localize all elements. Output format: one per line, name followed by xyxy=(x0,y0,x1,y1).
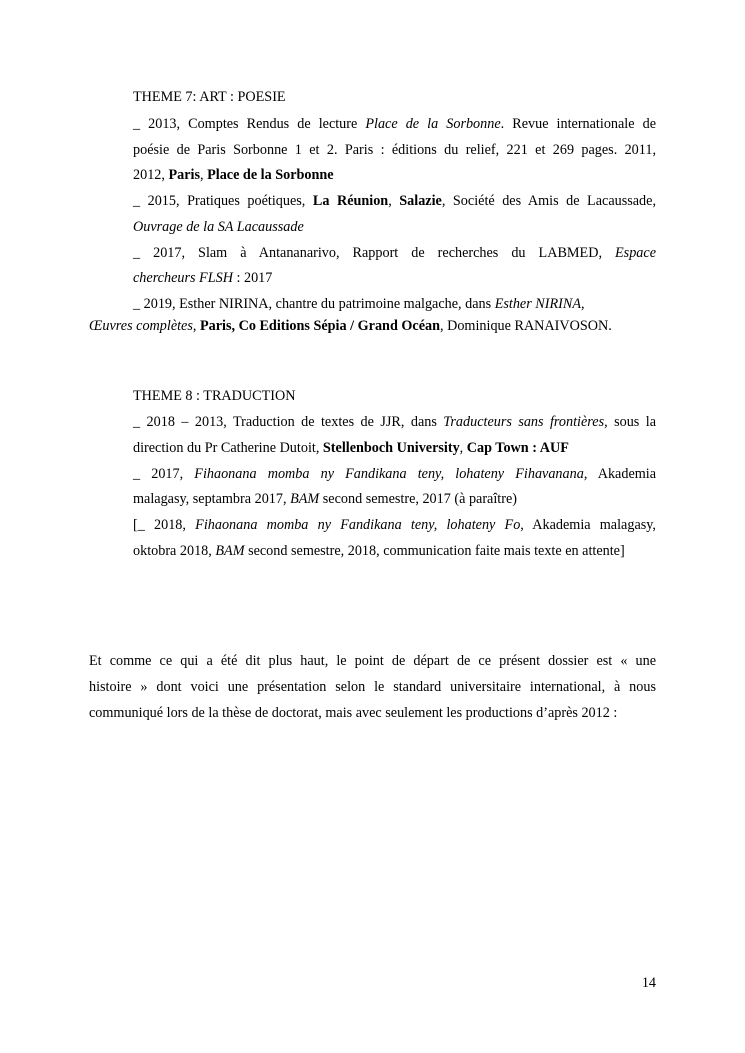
closing-paragraph-line1: Et comme ce qui a été dit plus haut, le point de départ de ce présent dossier est « une xyxy=(89,653,656,669)
text: , xyxy=(192,318,200,334)
text: dans xyxy=(461,296,495,312)
text: _ 2013, Comptes Rendus de lecture xyxy=(133,116,366,132)
text: , sous la xyxy=(604,414,657,430)
text: Paris, Co Editions Sépia / Grand Océan xyxy=(199,318,440,334)
closing-paragraph-line2: histoire » dont voici une présentation selon le standard universitaire international, à nous xyxy=(89,679,656,695)
text: [_ 2018, xyxy=(133,517,196,533)
text: Traducteurs sans frontières xyxy=(443,414,605,430)
text: 2012, xyxy=(133,167,169,183)
theme8-heading: THEME 8 : TRADUCTION xyxy=(133,388,296,404)
text: , xyxy=(580,296,585,312)
text: Fihaonana momba ny Fandikana teny, lohateny Fihavanana xyxy=(194,466,584,482)
text: Salazie xyxy=(399,193,442,209)
text: , Akademia xyxy=(583,466,657,482)
text: _ 2017, xyxy=(133,466,195,482)
text: _ 2017, Slam à Antananarivo, Rapport de recherches du LABMED, xyxy=(133,245,616,261)
text: _ 2018 – 2013, Traduction de textes de JJR, dans xyxy=(133,414,444,430)
theme7-entry-2013-line3 xyxy=(133,166,656,184)
text: Fihaonana momba ny Fandikana teny, lohateny Fo xyxy=(195,517,521,533)
text: Paris xyxy=(168,167,200,183)
text: Esther NIRINA xyxy=(494,296,581,312)
text: . Revue internationale de xyxy=(500,116,656,132)
closing-paragraph-line3: communiqué lors de la thèse de doctorat, mais avec seulement les productions d’après 2012 : xyxy=(89,705,618,721)
text: , Dominique RANAIVOSON. xyxy=(440,318,612,334)
text: , Société des Amis de Lacaussade, xyxy=(441,193,656,209)
theme8-entry-2018-line2 xyxy=(133,542,656,560)
text: oktobra 2018, xyxy=(133,543,216,559)
page-number: 14 xyxy=(641,975,656,991)
theme8-entry-2018-2013-line2 xyxy=(133,439,656,457)
text: Stellenboch University xyxy=(322,440,460,456)
theme8-entry-2018-line1 xyxy=(133,516,656,534)
text: Cap Town : AUF xyxy=(466,440,569,456)
text: Place de la Sorbonne xyxy=(207,167,334,183)
text: second semestre, 2017 (à paraître) xyxy=(319,491,517,507)
text: La Réunion xyxy=(312,193,389,209)
text: second semestre, 2018, communication faite mais texte en attente] xyxy=(244,543,625,559)
text: direction du Pr Catherine Dutoit, xyxy=(133,440,323,456)
theme8-entry-2017-line1 xyxy=(133,465,656,483)
text: _ 2019, Esther NIRINA, chantre du patrimoine malgache xyxy=(133,296,459,312)
text: malagasy, septambra 2017, xyxy=(133,491,291,507)
theme8-entry-2017-line2 xyxy=(133,490,656,508)
text: , Akademia malagasy, xyxy=(520,517,656,533)
text: BAM xyxy=(290,491,320,507)
text: BAM xyxy=(215,543,245,559)
text: chercheurs FLSH xyxy=(133,270,233,286)
text: , xyxy=(459,440,467,456)
text: , xyxy=(458,296,462,312)
text: Espace xyxy=(615,245,656,261)
theme7-entry-2019-line2 xyxy=(89,317,656,335)
theme7-entry-2017-line2 xyxy=(133,269,656,287)
theme7-entry-2013-line1 xyxy=(133,115,656,133)
theme7-entry-2017-line1 xyxy=(133,244,656,262)
text: _ 2015, Pratiques poétiques, xyxy=(133,193,313,209)
text: : 2017 xyxy=(232,270,273,286)
theme7-entry-2015-line1 xyxy=(133,192,656,210)
theme7-entry-2019-line1 xyxy=(133,295,656,313)
theme8-entry-2018-2013-line1 xyxy=(133,413,656,431)
text: Œuvres complètes xyxy=(89,318,193,334)
theme7-heading: THEME 7: ART : POESIE xyxy=(133,89,286,105)
theme7-entry-2015-line2: Ouvrage de la SA Lacaussade xyxy=(133,219,304,235)
text: , xyxy=(388,193,400,209)
text: Place de la Sorbonne xyxy=(365,116,501,132)
theme7-entry-2013-line2: poésie de Paris Sorbonne 1 et 2. Paris : éditions du relief, 221 et 269 pages. 2011, xyxy=(133,142,656,158)
text: , xyxy=(200,167,208,183)
